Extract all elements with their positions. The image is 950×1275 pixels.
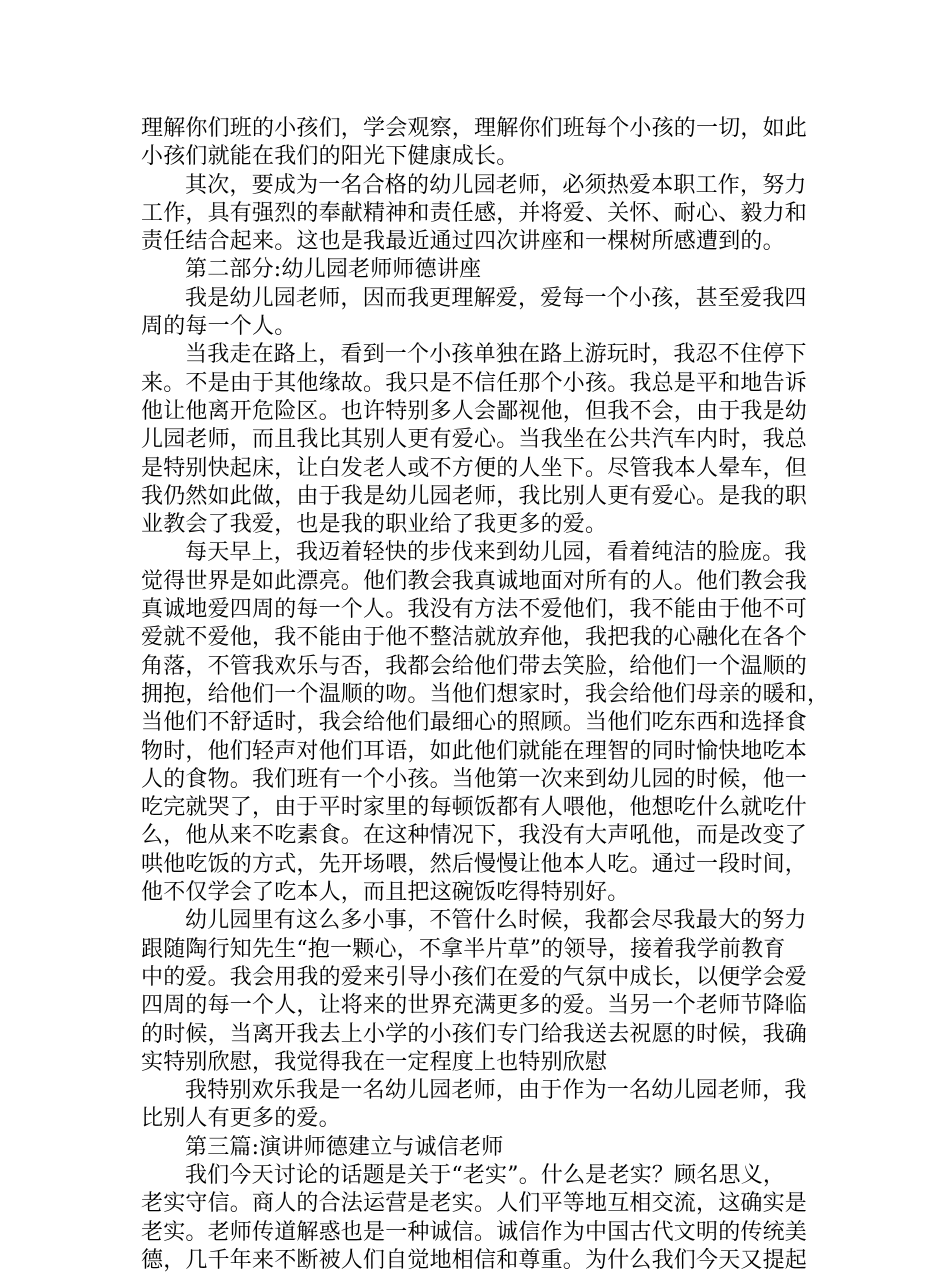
text-line: 么，他从来不吃素食。在这种情况下，我没有大声吼他，而是改变了 xyxy=(141,823,808,849)
text-line: 他让他离开危险区。也许特别多人会鄙视他，但我不会，由于我是幼 xyxy=(141,398,808,424)
text-line: 跟随陶行知先生“抱一颗心，不拿半片草”的领导，接着我学前教育 xyxy=(141,936,786,962)
text-line: 当我走在路上，看到一个小孩单独在路上游玩时，我忍不住停下 xyxy=(185,342,807,368)
text-line: 人的食物。我们班有一个小孩。当他第一次来到幼儿园的时候，他一 xyxy=(141,766,808,792)
text-line: 责任结合起来。这也是我最近通过四次讲座和一棵树所感遭到的。 xyxy=(141,229,785,255)
text-line: 理解你们班的小孩们，学会观察，理解你们班每个小孩的一切，如此 xyxy=(141,116,808,141)
text-line: 四周的每一个人，让将来的世界充满更多的爱。当另一个老师节降临 xyxy=(141,993,808,1019)
document-body xyxy=(141,115,830,1275)
text-line: 我们今天讨论的话题是关于“老实”。什么是老实？顾名思义， xyxy=(185,1162,786,1188)
text-line: 他不仅学会了吃本人，而且把这碗饭吃得特别好。 xyxy=(141,880,630,906)
text-line: 小孩们就能在我们的阳光下健康成长。 xyxy=(141,144,519,170)
text-line: 幼儿园里有这么多小事，不管什么时候，我都会尽我最大的努力 xyxy=(185,908,807,934)
text-line: 儿园老师，而且我比其别人更有爱心。当我坐在公共汽车内时，我总 xyxy=(141,427,808,453)
text-line: 我仍然如此做，由于我是幼儿园老师，我比别人更有爱心。是我的职 xyxy=(141,483,808,509)
text-line: 第二部分:幼儿园老师师德讲座 xyxy=(185,257,482,283)
text-line: 吃完就哭了，由于平时家里的每顿饭都有人喂他，他想吃什么就吃什 xyxy=(141,795,808,821)
text-line: 第三篇:演讲师德建立与诚信老师 xyxy=(185,1134,504,1160)
text-line: 物时，他们轻声对他们耳语，如此他们就能在理智的同时愉快地吃本 xyxy=(141,738,808,764)
text-line: 角落，不管我欢乐与否，我都会给他们带去笑脸，给他们一个温顺的 xyxy=(141,653,808,679)
text-line: 工作，具有强烈的奉献精神和责任感，并将爱、关怀、耐心、毅力和 xyxy=(141,200,808,226)
text-line: 是特别快起床，让白发老人或不方便的人坐下。尽管我本人晕车，但 xyxy=(141,455,808,481)
text-line: 德，几千年来不断被人们自觉地相信和尊重。为什么我们今天又提起 xyxy=(141,1247,808,1273)
text-line: 的时候，当离开我去上小学的小孩们专门给我送去祝愿的时候，我确 xyxy=(141,1021,808,1047)
text-line: 我是幼儿园老师，因而我更理解爱，爱每一个小孩，甚至爱我四 xyxy=(185,285,807,311)
text-line: 其次，要成为一名合格的幼儿园老师，必须热爱本职工作，努力 xyxy=(185,172,807,198)
text-line: 真诚地爱四周的每一个人。我没有方法不爱他们，我不能由于他不可 xyxy=(141,597,808,623)
text-line: 中的爱。我会用我的爱来引导小孩们在爱的气氛中成长，以便学会爱 xyxy=(141,964,808,990)
text-line: 老实守信。商人的合法运营是老实。人们平等地互相交流，这确实是 xyxy=(141,1191,808,1217)
text-line: 周的每一个人。 xyxy=(141,314,297,340)
text-line: 老实。老师传道解惑也是一种诚信。诚信作为中国古代文明的传统美 xyxy=(141,1219,808,1245)
text-line: 我特别欢乐我是一名幼儿园老师，由于作为一名幼儿园老师，我 xyxy=(185,1078,807,1104)
text-line: 拥抱，给他们一个温顺的吻。当他们想家时，我会给他们母亲的暖和， xyxy=(141,681,830,707)
text-line: 爱就不爱他，我不能由于他不整洁就放弃他，我把我的心融化在各个 xyxy=(141,625,808,651)
text-line: 觉得世界是如此漂亮。他们教会我真诚地面对所有的人。他们教会我 xyxy=(141,568,808,594)
text-line: 来。不是由于其他缘故。我只是不信任那个小孩。我总是平和地告诉 xyxy=(141,370,808,396)
text-line: 业教会了我爱，也是我的职业给了我更多的爱。 xyxy=(141,512,608,538)
text-line: 每天早上，我迈着轻快的步伐来到幼儿园，看着纯洁的脸庞。我 xyxy=(185,540,807,566)
text-line: 实特别欣慰，我觉得我在一定程度上也特别欣慰 xyxy=(141,1049,608,1075)
text-line: 哄他吃饭的方式，先开场喂，然后慢慢让他本人吃。通过一段时间， xyxy=(141,851,808,877)
text-line: 当他们不舒适时，我会给他们最细心的照顾。当他们吃东西和选择食 xyxy=(141,710,808,736)
text-line: 比别人有更多的爱。 xyxy=(141,1106,341,1132)
